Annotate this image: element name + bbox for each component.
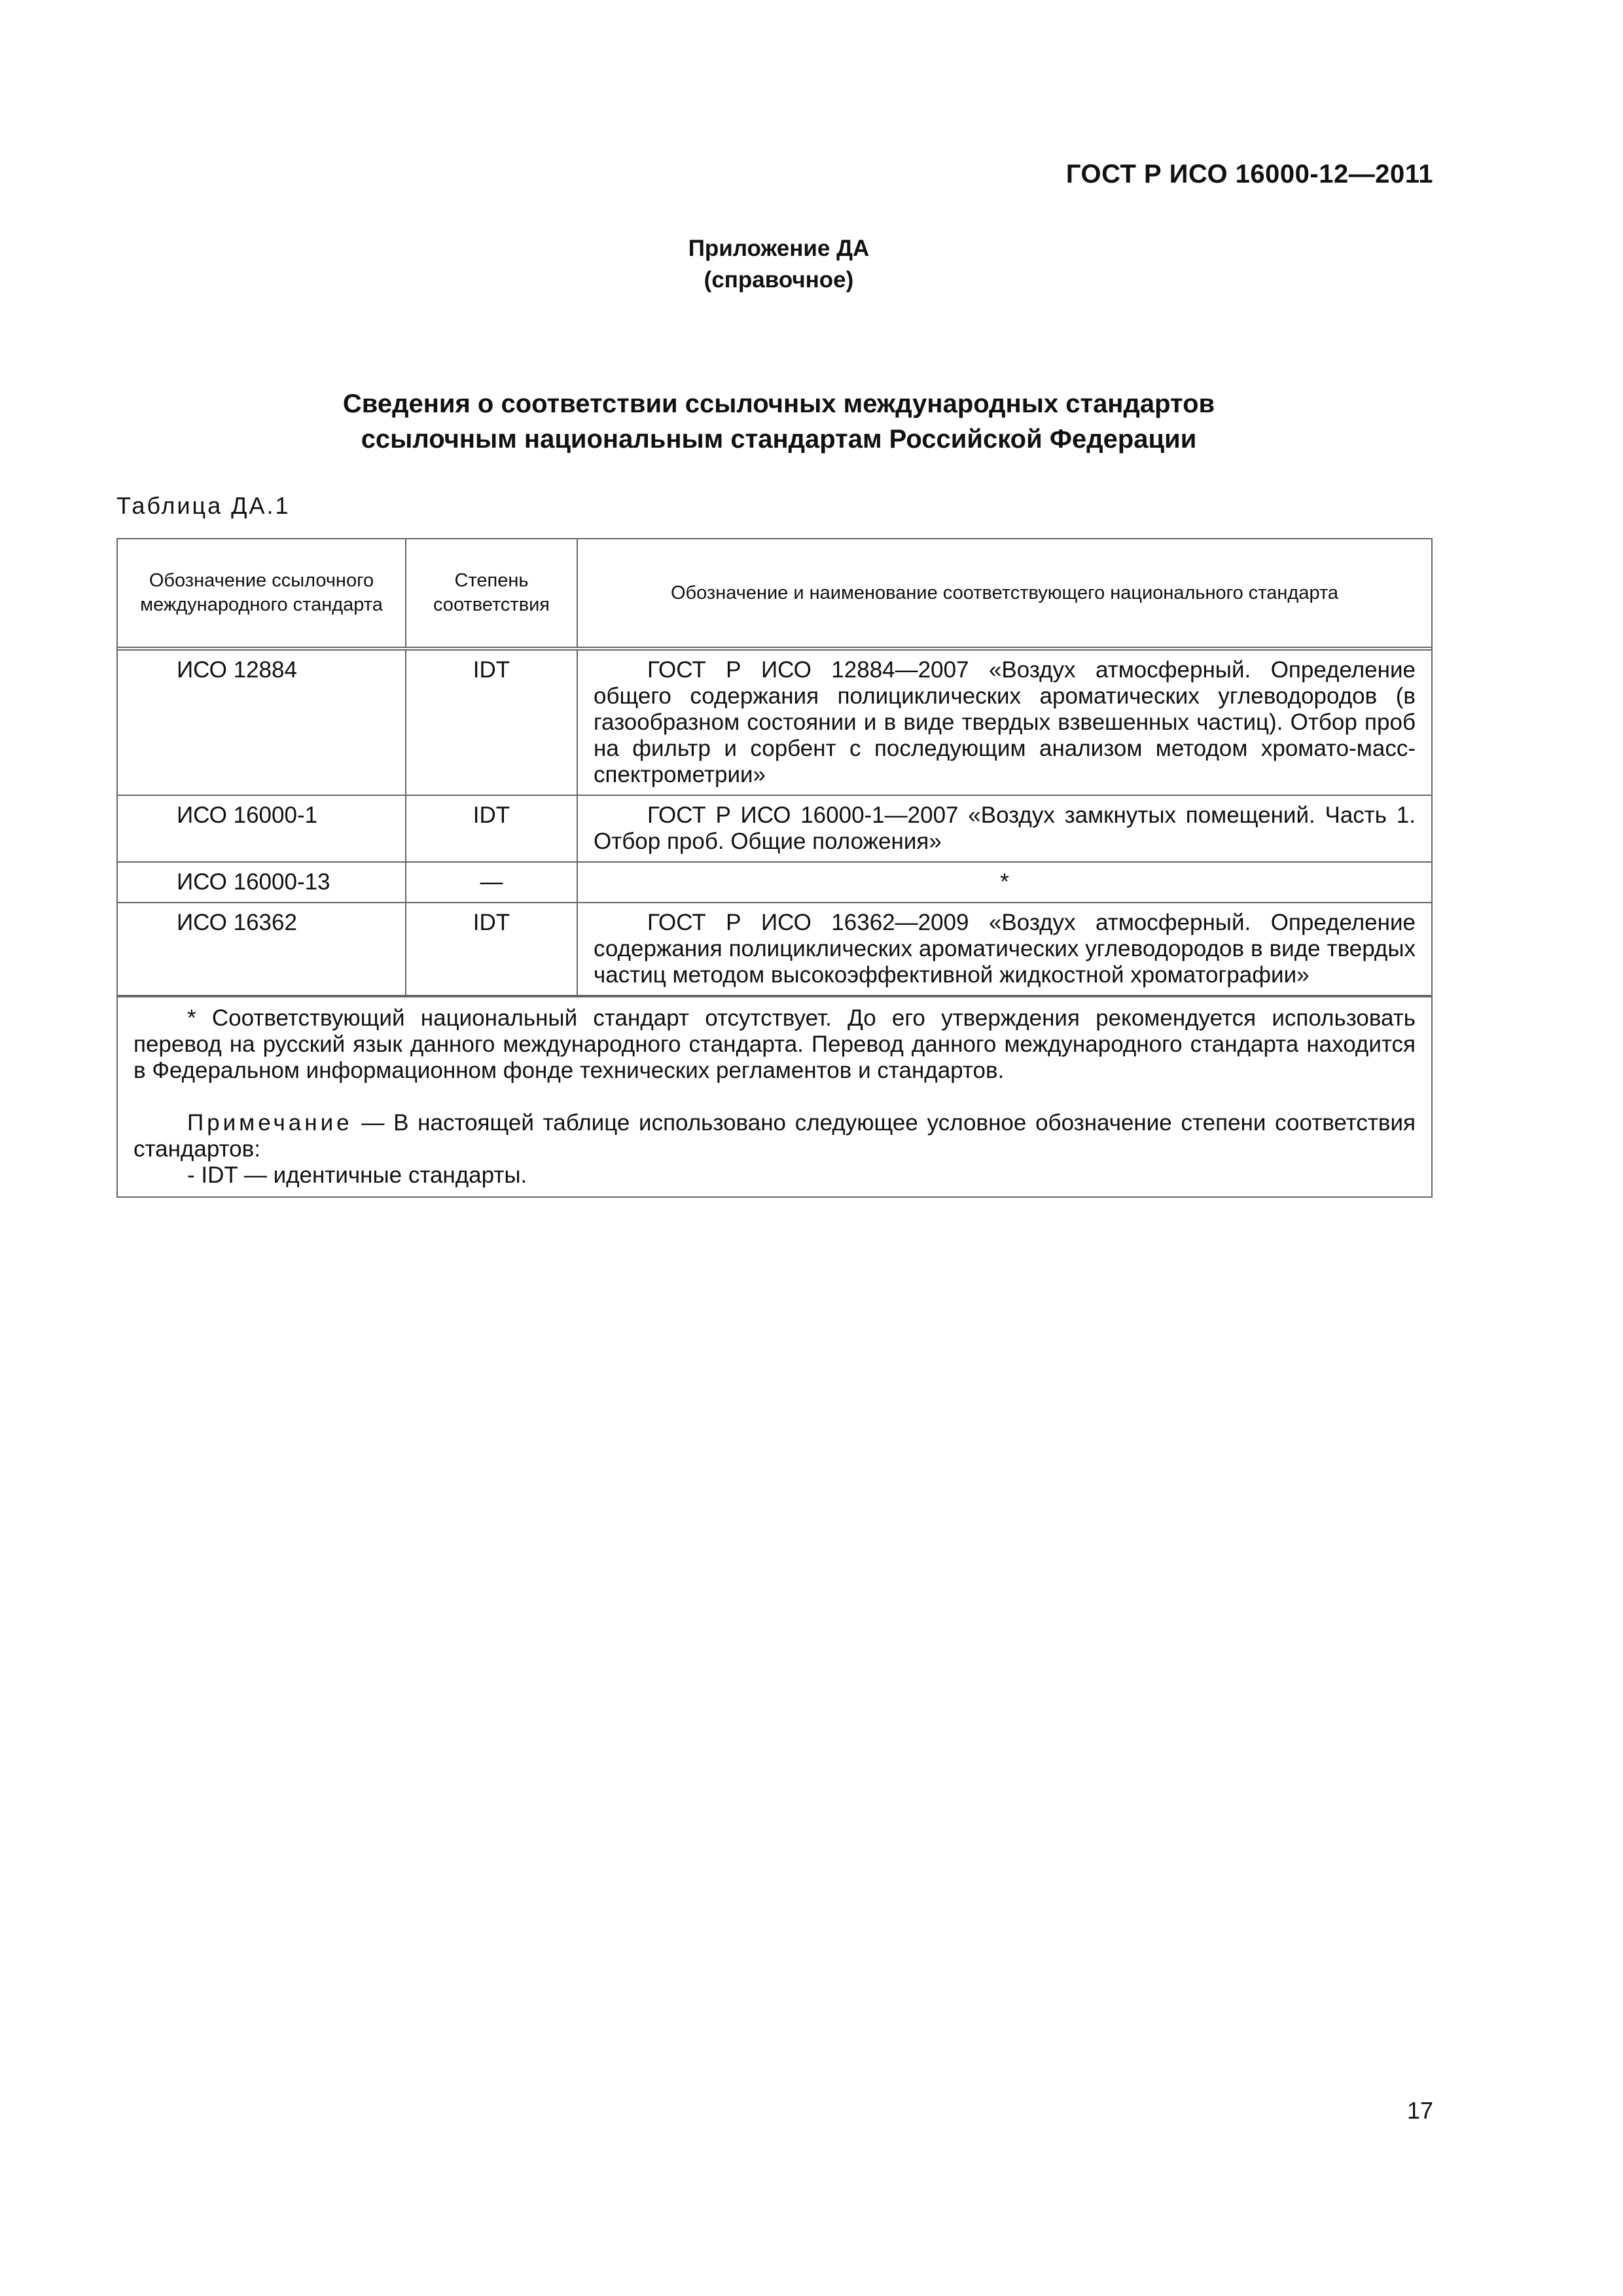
document-code: ГОСТ Р ИСО 16000-12—2011 — [1065, 160, 1433, 188]
section-title-line1: Сведения о соответствии ссылочных международных стандартов — [342, 389, 1215, 418]
cell-national-standard: ГОСТ Р ИСО 16000-1—2007 «Воздух замкнутых помещений. Часть 1. Отбор проб. Общие положения» — [577, 795, 1431, 862]
cell-reference-code: ИСО 16000-1 — [118, 795, 406, 862]
cell-degree: IDT — [406, 649, 577, 795]
cell-reference-code: ИСО 12884 — [118, 649, 406, 795]
table-note — [134, 1110, 1416, 1162]
column-header-national: Обозначение и наименование соответствующего национального стандарта — [577, 539, 1431, 649]
cell-degree: — — [406, 862, 577, 903]
table-row — [118, 649, 1431, 795]
table-caption: Таблица ДА.1 — [116, 492, 291, 519]
appendix-heading — [0, 233, 1558, 296]
table-notes — [118, 996, 1431, 1196]
page-number: 17 — [1406, 2097, 1433, 2124]
cell-national-standard: ГОСТ Р ИСО 16362—2009 «Воздух атмосферный. Определение содержания полициклических ароматических углеводородов в виде твердых частиц методом высокоэффективной жидкостной хроматографии» — [577, 903, 1431, 996]
table-row — [118, 903, 1431, 996]
column-header-degree: Степень соответствия — [406, 539, 577, 649]
appendix-subtitle: (справочное) — [704, 267, 854, 293]
table-footnote: * Соответствующий национальный стандарт отсутствует. До его утверждения рекомендуется использовать перевод на русский язык данного международного стандарта. Перевод данного международного стандарта находится в Федеральном информационном фонде технических регламентов и стандартов. — [134, 1005, 1416, 1083]
table-row — [118, 795, 1431, 862]
section-title — [0, 386, 1558, 457]
reference-table — [118, 539, 1431, 996]
cell-degree: IDT — [406, 903, 577, 996]
section-title-line2: ссылочным национальным стандартам Российской Федерации — [361, 425, 1197, 454]
reference-table-container — [116, 538, 1433, 1198]
cell-degree: IDT — [406, 795, 577, 862]
cell-reference-code: ИСО 16000-13 — [118, 862, 406, 903]
cell-reference-code: ИСО 16362 — [118, 903, 406, 996]
table-header-row — [118, 539, 1431, 649]
note-item: - IDT — идентичные стандарты. — [187, 1162, 527, 1188]
cell-national-standard: * — [577, 862, 1431, 903]
cell-national-standard: ГОСТ Р ИСО 12884—2007 «Воздух атмосферный. Определение общего содержания полициклических ароматических углеводородов (в газообразном состоянии и в виде твердых взвешенных частиц). Отбор проб на фильтр и сорбент с последующим анализом методом хромато-масс-спектрометрии» — [577, 649, 1431, 795]
appendix-title: Приложение ДА — [688, 236, 870, 261]
note-label: Примечание — [187, 1110, 353, 1136]
column-header-reference: Обозначение ссылочного международного стандарта — [118, 539, 406, 649]
note-text: — В настоящей таблице использовано следующее условное обозначение степени соответствия стандартов: — [134, 1110, 1416, 1162]
table-row — [118, 862, 1431, 903]
